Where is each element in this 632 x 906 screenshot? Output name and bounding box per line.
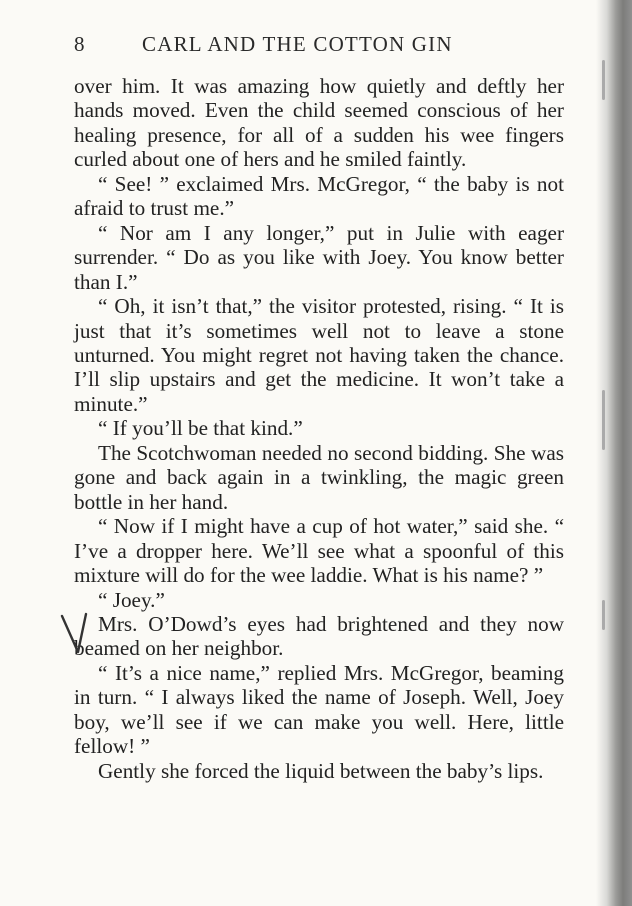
paragraph: “ Joey.” [98,587,165,612]
page-number: 8 [74,32,86,56]
paragraph: “ See! ” exclaimed Mrs. McGregor, “ the baby is not afraid to trust me.” [74,171,564,221]
paragraph: The Scotchwoman needed no second bidding. She was gone and back again in a twinkling, the magic green bottle in her hand. [74,440,564,514]
paragraph: over him. It was amazing how quietly and deftly her hands moved. Even the child seemed conscious of her healing presence, for all of a sudden his wee fingers curled about one of hers and he smiled faintly. [74,74,564,172]
paragraph: “ Oh, it isn’t that,” the visitor protested, rising. “ It is just that it’s sometimes well not to leave a stone unturned. You might regret not having taken the chance. I’ll slip upstairs and get the medicine. It won’t take a minute.” [74,294,564,416]
paragraph: “ Now if I might have a cup of hot water,” said she. “ I’ve a dropper here. We’ll see what a spoonful of this mixture will do for the wee laddie. What is his name? ” [74,514,564,588]
pencil-checkmark-icon [60,612,100,660]
paragraph: “ Nor am I any longer,” put in Julie with eager surrender. “ Do as you like with Joey. You know better than I.” [74,220,564,294]
running-title: CARL AND THE COTTON GIN [142,32,453,56]
page-gutter-shadow [596,0,632,906]
page-body [74,74,564,783]
paragraph: Mrs. O’Dowd’s eyes had brightened and they now beamed on her neighbor. [74,611,564,661]
paragraph: “ If you’ll be that kind.” [98,416,303,441]
paragraph: Gently she forced the liquid between the baby’s lips. [98,758,544,783]
paragraph: “ It’s a nice name,” replied Mrs. McGregor, beaming in turn. “ I always liked the name of Joseph. Well, Joey boy, we’ll see if we can make you well. Here, little fellow! ” [74,660,564,759]
